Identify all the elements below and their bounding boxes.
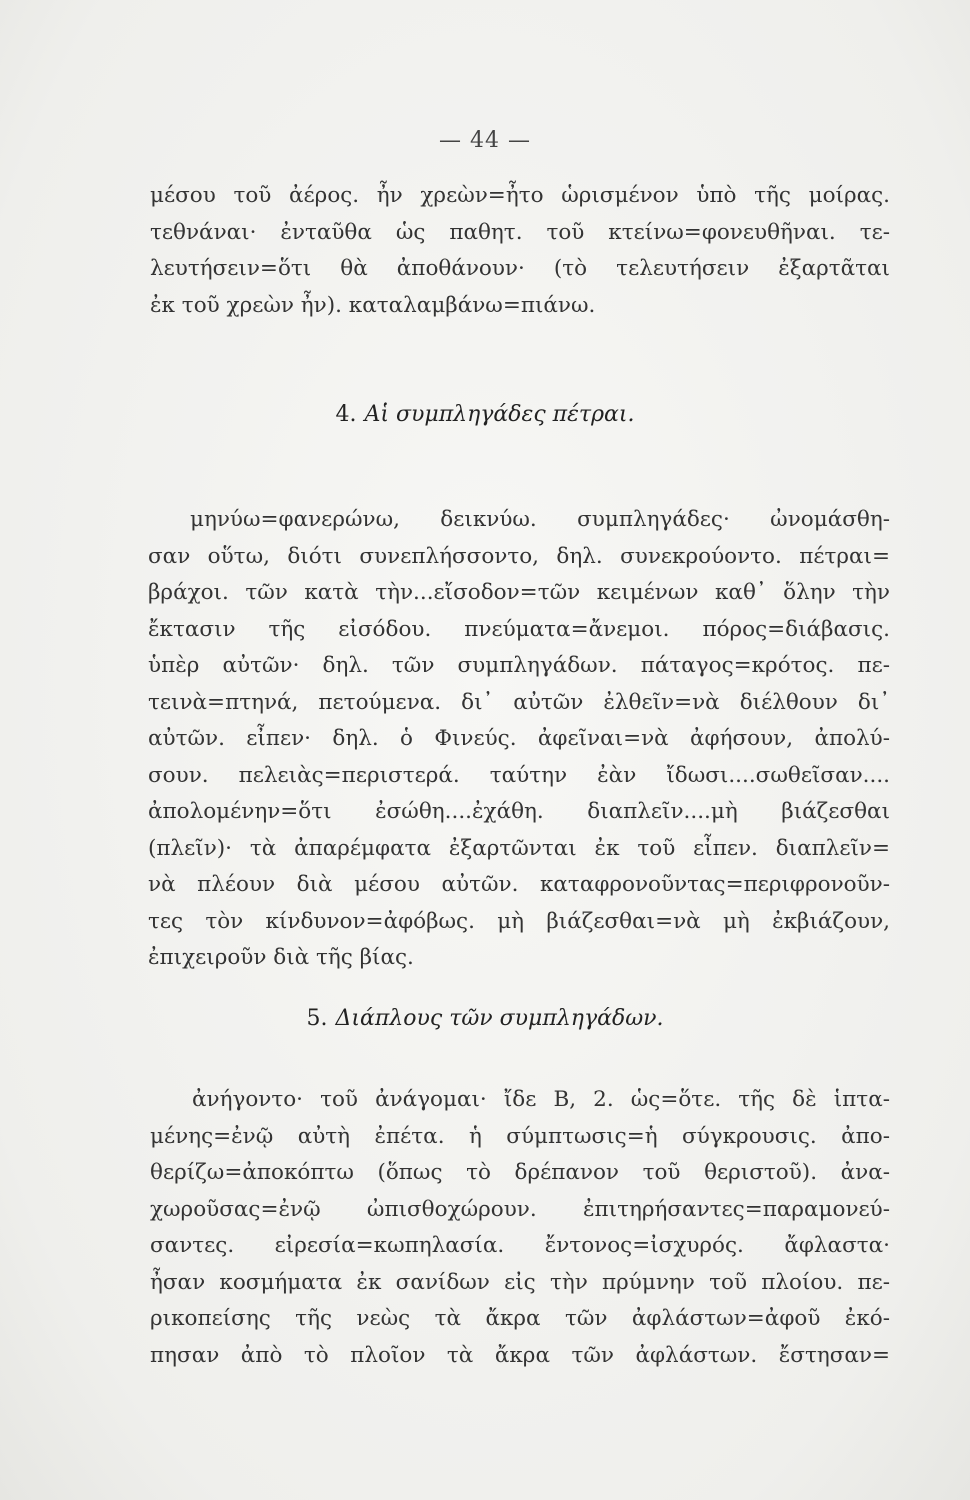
paragraph-glossary-end	[150, 178, 890, 324]
page-number: — 44 —	[439, 128, 531, 153]
text-line: μένης=ἐνῷ αὐτὴ ἐπέτα. ἡ σύμπτωσις=ἡ σύγκρουσις. ἀπο-	[150, 1123, 890, 1149]
section-title: Αἱ συμπληγάδες πέτραι.	[364, 402, 635, 427]
text-line: σαντες. εἰρεσία=κωπηλασία. ἔντονος=ἰσχυρός. ἄφλαστα·	[150, 1233, 890, 1258]
section-number: 5.	[306, 1006, 328, 1031]
text-line: ρικοπείσης τῆς νεὼς τὰ ἄκρα τῶν ἀφλάστων=ἀφοῦ ἐκό-	[150, 1306, 890, 1331]
section-heading-4	[0, 402, 970, 427]
text-line: τες τὸν κίνδυνον=ἀφόβως. μὴ βιάζεσθαι=νὰ μὴ ἐκβιάζουν,	[148, 908, 890, 934]
paragraph-symplegades-glossary	[148, 502, 890, 977]
section-title: Διάπλους τῶν συμπληγάδων.	[335, 1006, 664, 1031]
text-line: νὰ πλέουν διὰ μέσου αὐτῶν. καταφρονοῦντας=περιφρονοῦν-	[148, 872, 890, 897]
text-line: ἀνήγοντο· τοῦ ἀνάγομαι· ἴδε Β, 2. ὡς=ὅτε. τῆς δὲ ἱπτα-	[192, 1087, 890, 1112]
text-line: τεθνάναι· ἐνταῦθα ὡς παθητ. τοῦ κτείνω=φονευθῆναι. τε-	[150, 219, 890, 245]
text-line: πησαν ἀπὸ τὸ πλοῖον τὰ ἄκρα τῶν ἀφλάστων. ἔστησαν=	[150, 1342, 890, 1368]
text-line: ἐπιχειροῦν διὰ τῆς βίας.	[148, 945, 414, 970]
text-line: βράχοι. τῶν κατὰ τὴν...εἴσοδον=τῶν κειμένων καθ᾽ ὅλην τὴν	[148, 580, 890, 605]
text-line: τεινὰ=πτηνά, πετούμενα. δι᾽ αὐτῶν ἐλθεῖν=νὰ διέλθουν δι᾽	[148, 689, 890, 715]
text-line: ἦσαν κοσμήματα ἐκ σανίδων εἰς τὴν πρύμνην τοῦ πλοίου. πε-	[150, 1269, 890, 1295]
text-line: (πλεῖν)· τὰ ἀπαρέμφατα ἐξαρτῶνται ἐκ τοῦ εἶπεν. διαπλεῖν=	[148, 835, 890, 861]
text-line: σαν οὕτω, διότι συνεπλήσσοντο, δηλ. συνεκρούοντο. πέτραι=	[148, 543, 890, 569]
text-line: ἔκτασιν τῆς εἰσόδου. πνεύματα=ἄνεμοι. πόρος=διάβασις.	[148, 616, 890, 642]
section-heading-5	[0, 1006, 970, 1031]
section-number: 4.	[335, 402, 357, 427]
text-line: ἀπολομένην=ὅτι ἐσώθη....ἐχάθη. διαπλεῖν....μὴ βιάζεσθαι	[148, 799, 890, 824]
text-line: αὐτῶν. εἶπεν· δηλ. ὁ Φινεύς. ἀφεῖναι=νὰ ἀφήσουν, ἀπολύ-	[148, 726, 890, 751]
text-line: μηνύω=φανερώνω, δεικνύω. συμπληγάδες· ὠνομάσθη-	[190, 507, 890, 532]
text-line: σουν. πελειὰς=περιστερά. ταύτην ἐὰν ἴδωσι....σωθεῖσαν....	[148, 762, 890, 788]
text-line: μέσου τοῦ ἀέρος. ἦν χρεὼν=ἦτο ὡρισμένον ὑπὸ τῆς μοίρας.	[150, 183, 890, 208]
text-line: ὑπὲρ αὐτῶν· δηλ. τῶν συμπληγάδων. πάταγος=κρότος. πε-	[148, 653, 890, 678]
text-line: θερίζω=ἀποκόπτω (ὅπως τὸ δρέπανον τοῦ θεριστοῦ). ἀνα-	[150, 1160, 890, 1185]
paragraph-diaplous-glossary	[150, 1082, 890, 1374]
text-line: ἐκ τοῦ χρεὼν ἦν). καταλαμβάνω=πιάνω.	[150, 292, 596, 318]
text-line: λευτήσειν=ὅτι θὰ ἀποθάνουν· (τὸ τελευτήσειν ἐξαρτᾶται	[150, 256, 890, 281]
text-line: χωροῦσας=ἐνῷ ὠπισθοχώρουν. ἐπιτηρήσαντες=παραμονεύ-	[150, 1196, 890, 1222]
